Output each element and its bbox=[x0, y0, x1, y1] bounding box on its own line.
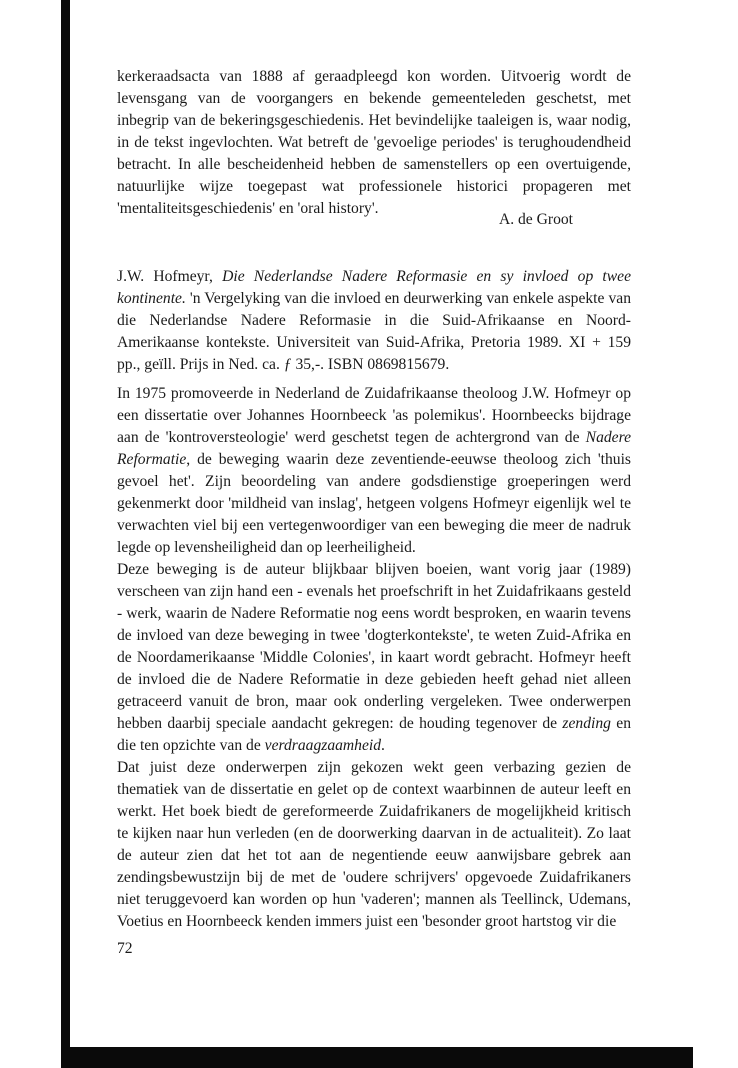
citation-paragraph bbox=[117, 266, 631, 376]
citation-details: 'n Vergelyking van die invloed en deurwerking van enkele aspekte van die Nederlandse Nadere Reformasie in die Suid-Afrikaanse en Noord-Amerikaanse kontekste. Universiteit van Suid-Afrika, Pretoria 1989. XI + 159 pp., geïll. Prijs in Ned. ca. bbox=[117, 290, 631, 373]
body-text: en die ten opzichte van de bbox=[117, 715, 631, 754]
body-text: In 1975 promoveerde in Nederland de Zuidafrikaanse theoloog J.W. Hofmeyr op een dissertatie over Johannes Hoornbeeck 'as polemikus'. Hoornbeecks bijdrage aan de 'kontroversteologie' werd geschetst tegen de achtergrond van de bbox=[117, 385, 631, 446]
citation-price-isbn: 35,-. ISBN 0869815679. bbox=[291, 356, 450, 373]
review-tail bbox=[117, 66, 631, 220]
page-number: 72 bbox=[117, 940, 133, 957]
body-paragraph-1 bbox=[117, 383, 631, 559]
body-paragraph-2 bbox=[117, 559, 631, 757]
citation-title: Die Nederlandse Nadere Reformasie en sy invloed op twee kontinente. bbox=[117, 268, 632, 307]
scan-edge-left bbox=[61, 0, 70, 1050]
body-italic-term: Nadere Reformatie bbox=[117, 429, 631, 468]
body-paragraph-3: Dat juist deze onderwerpen zijn gekozen wekt geen verbazing gezien de thematiek van de dissertatie en gelet op de context waarbinnen de auteur leeft en werkt. Het boek biedt de gereformeerde Zuidafrikaners de mogelijkheid kritisch te kijken naar hun verleden (en de doorwerking daarvan in de actualiteit). Zo laat de auteur zien dat het tot aan de negentiende eeuw aanwijsbare gebrek aan zendingsbewustzijn bij de met de 'oudere schrijvers' opgevoede Zuidafrikaners niet teruggevoerd kan worden op hun 'vaderen'; mannen als Teellinck, Udemans, Voetius en Hoornbeeck kenden immers juist een 'besonder groot hartstog vir die bbox=[117, 759, 631, 930]
review-body bbox=[117, 383, 631, 933]
body-italic-term: verdraagzaamheid bbox=[264, 737, 382, 754]
citation bbox=[117, 266, 631, 376]
body-text: . bbox=[381, 737, 385, 754]
body-text: Deze beweging is de auteur blijkbaar blijven boeien, want vorig jaar (1989) verscheen van zijn hand een - evenals het proefschrift in het Zuidafrikaans gesteld - werk, waarin de Nadere Reformatie nog eens wordt besproken, en waarin tevens de invloed van deze beweging in twee 'dogterkontekste', te weten Zuid-Afrika en de Noordamerikaanse 'Middle Colonies', in kaart wordt gebracht. Hofmeyr heeft de invloed die de Nadere Reformatie in deze gebieden heeft gehad niet alleen getraceerd vanuit de bron, maar ook onderling vergeleken. Twee onderwerpen hebben daarbij speciale aandacht gekregen: de houding tegenover de bbox=[117, 561, 631, 732]
body-italic-term: zending bbox=[562, 715, 611, 732]
reviewer-signature: A. de Groot bbox=[498, 211, 573, 228]
citation-author: J.W. Hofmeyr, bbox=[117, 268, 223, 285]
review-tail-paragraph: kerkeraadsacta van 1888 af geraadpleegd kon worden. Uitvoerig wordt de levensgang van de voorgangers en bekende gemeenteleden geschetst, met inbegrip van de bekeringsgeschiedenis. Het bevindelijke taaleigen is, waar nodig, in de tekst ingevlochten. Wat betreft de 'gevoelige periodes' is terughoudendheid betracht. In alle bescheidenheid hebben de samenstellers op een overtuigende, natuurlijke wijze toegepast wat professionele historici propageren met 'mentaliteitsgeschiedenis' en 'oral history'. bbox=[117, 68, 631, 217]
citation-currency: ƒ bbox=[283, 356, 292, 373]
scan-edge-bottom bbox=[61, 1047, 693, 1068]
body-text: , de beweging waarin deze zeventiende-eeuwse theoloog zich 'thuis gevoel het'. Zijn beoordeling van andere godsdienstige groeperingen werd gekenmerkt door 'mildheid van inslag', hetgeen volgens Hofmeyr eigenlijk wel te verwachten viel bij een vertegenwoordiger van een beweging die meer de nadruk legde op levensheiligheid dan op leerheiligheid. bbox=[117, 451, 631, 556]
